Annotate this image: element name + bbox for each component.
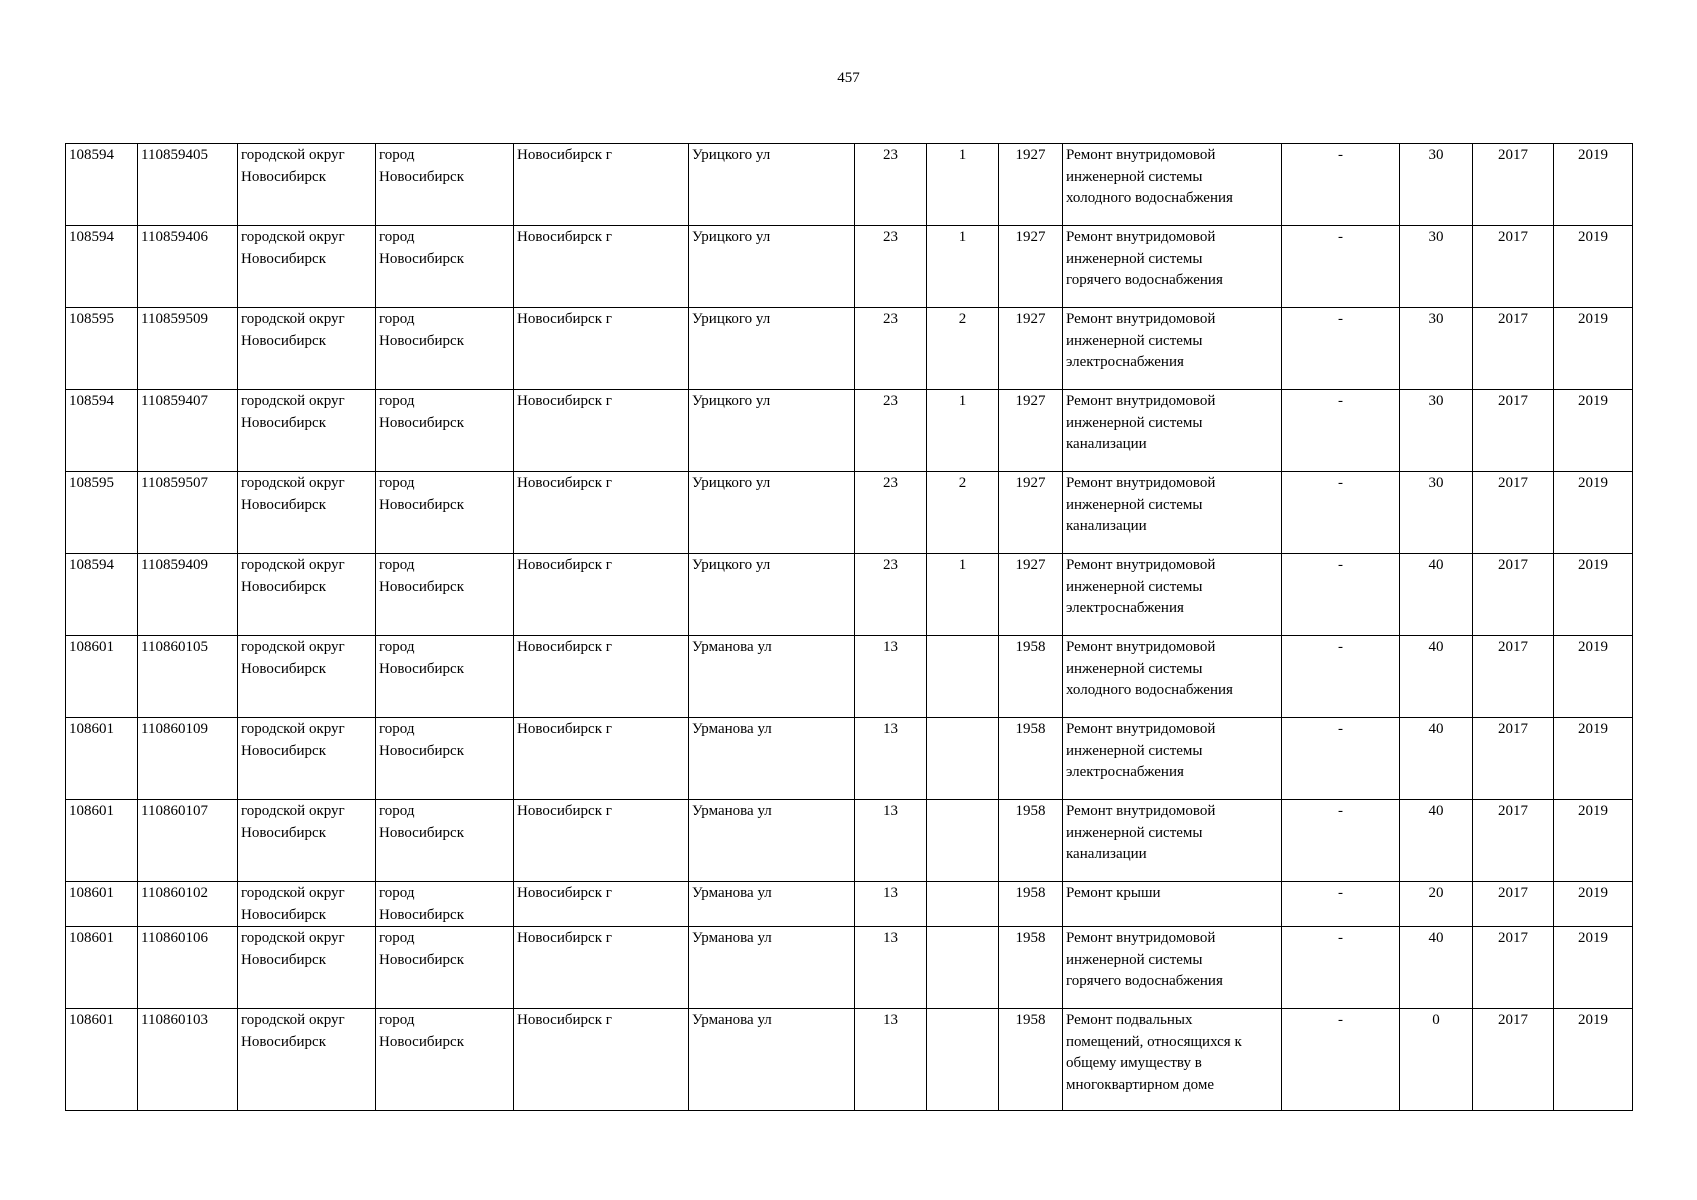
object-code-cell: 110859405 [138,144,238,226]
house-number-cell: 23 [855,226,927,308]
work-type-cell: Ремонт крыши [1063,882,1282,927]
dash-cell: - [1282,144,1400,226]
value-cell: 20 [1400,882,1473,927]
street-cell: Урицкого ул [689,308,855,390]
value-cell: 40 [1400,927,1473,1009]
street-cell: Урицкого ул [689,554,855,636]
object-code-cell: 110860106 [138,927,238,1009]
row-id-cell: 108594 [66,390,138,472]
work-type-cell: Ремонт внутридомовой инженерной системы холодного водоснабжения [1063,144,1282,226]
settlement-cell: город Новосибирск [376,308,514,390]
dash-cell: - [1282,472,1400,554]
dash-cell: - [1282,1009,1400,1111]
end-year-cell: 2019 [1554,1009,1633,1111]
street-cell: Урманова ул [689,882,855,927]
city-cell: Новосибирск г [514,308,689,390]
table-row [66,927,1633,1009]
object-code-cell: 110860109 [138,718,238,800]
building-number-cell [927,1009,999,1111]
start-year-cell: 2017 [1473,882,1554,927]
year-cell: 1927 [999,554,1063,636]
start-year-cell: 2017 [1473,554,1554,636]
city-cell: Новосибирск г [514,144,689,226]
end-year-cell: 2019 [1554,390,1633,472]
year-cell: 1958 [999,1009,1063,1111]
district-cell: городской округ Новосибирск [238,882,376,927]
year-cell: 1958 [999,800,1063,882]
house-number-cell: 23 [855,144,927,226]
value-cell: 30 [1400,390,1473,472]
row-id-cell: 108595 [66,308,138,390]
work-type-cell: Ремонт внутридомовой инженерной системы холодного водоснабжения [1063,636,1282,718]
building-number-cell: 2 [927,308,999,390]
district-cell: городской округ Новосибирск [238,927,376,1009]
work-type-cell: Ремонт подвальных помещений, относящихся к общему имуществу в многоквартирном доме [1063,1009,1282,1111]
settlement-cell: город Новосибирск [376,390,514,472]
district-cell: городской округ Новосибирск [238,636,376,718]
object-code-cell: 110859409 [138,554,238,636]
object-code-cell: 110859507 [138,472,238,554]
work-type-cell: Ремонт внутридомовой инженерной системы канализации [1063,800,1282,882]
settlement-cell: город Новосибирск [376,636,514,718]
row-id-cell: 108601 [66,800,138,882]
value-cell: 0 [1400,1009,1473,1111]
street-cell: Урманова ул [689,718,855,800]
house-number-cell: 23 [855,308,927,390]
row-id-cell: 108594 [66,226,138,308]
year-cell: 1927 [999,472,1063,554]
year-cell: 1927 [999,144,1063,226]
settlement-cell: город Новосибирск [376,472,514,554]
object-code-cell: 110860102 [138,882,238,927]
end-year-cell: 2019 [1554,927,1633,1009]
work-type-cell: Ремонт внутридомовой инженерной системы канализации [1063,390,1282,472]
district-cell: городской округ Новосибирск [238,226,376,308]
city-cell: Новосибирск г [514,1009,689,1111]
table-row [66,882,1633,927]
dash-cell: - [1282,800,1400,882]
settlement-cell: город Новосибирск [376,554,514,636]
table-body [66,144,1633,1111]
row-id-cell: 108601 [66,636,138,718]
district-cell: городской округ Новосибирск [238,554,376,636]
year-cell: 1958 [999,882,1063,927]
building-number-cell [927,636,999,718]
building-number-cell [927,927,999,1009]
row-id-cell: 108601 [66,882,138,927]
start-year-cell: 2017 [1473,390,1554,472]
table-row [66,718,1633,800]
row-id-cell: 108595 [66,472,138,554]
dash-cell: - [1282,882,1400,927]
district-cell: городской округ Новосибирск [238,800,376,882]
work-type-cell: Ремонт внутридомовой инженерной системы электроснабжения [1063,554,1282,636]
building-number-cell: 1 [927,226,999,308]
district-cell: городской округ Новосибирск [238,308,376,390]
table-row [66,144,1633,226]
building-number-cell [927,718,999,800]
end-year-cell: 2019 [1554,308,1633,390]
table-row [66,554,1633,636]
district-cell: городской округ Новосибирск [238,472,376,554]
city-cell: Новосибирск г [514,927,689,1009]
dash-cell: - [1282,636,1400,718]
street-cell: Урманова ул [689,800,855,882]
end-year-cell: 2019 [1554,718,1633,800]
table-row [66,226,1633,308]
street-cell: Урицкого ул [689,472,855,554]
work-type-cell: Ремонт внутридомовой инженерной системы канализации [1063,472,1282,554]
city-cell: Новосибирск г [514,882,689,927]
settlement-cell: город Новосибирск [376,226,514,308]
district-cell: городской округ Новосибирск [238,390,376,472]
start-year-cell: 2017 [1473,308,1554,390]
work-type-cell: Ремонт внутридомовой инженерной системы электроснабжения [1063,718,1282,800]
city-cell: Новосибирск г [514,718,689,800]
object-code-cell: 110860107 [138,800,238,882]
work-type-cell: Ремонт внутридомовой инженерной системы горячего водоснабжения [1063,927,1282,1009]
year-cell: 1958 [999,927,1063,1009]
street-cell: Урманова ул [689,636,855,718]
settlement-cell: город Новосибирск [376,1009,514,1111]
street-cell: Урманова ул [689,1009,855,1111]
row-id-cell: 108601 [66,1009,138,1111]
end-year-cell: 2019 [1554,472,1633,554]
start-year-cell: 2017 [1473,718,1554,800]
dash-cell: - [1282,554,1400,636]
start-year-cell: 2017 [1473,226,1554,308]
city-cell: Новосибирск г [514,226,689,308]
end-year-cell: 2019 [1554,882,1633,927]
building-number-cell: 1 [927,554,999,636]
start-year-cell: 2017 [1473,927,1554,1009]
value-cell: 30 [1400,144,1473,226]
object-code-cell: 110860105 [138,636,238,718]
house-number-cell: 23 [855,554,927,636]
start-year-cell: 2017 [1473,1009,1554,1111]
value-cell: 30 [1400,472,1473,554]
street-cell: Урицкого ул [689,144,855,226]
start-year-cell: 2017 [1473,144,1554,226]
building-number-cell [927,800,999,882]
table-row [66,636,1633,718]
city-cell: Новосибирск г [514,472,689,554]
house-number-cell: 23 [855,390,927,472]
value-cell: 30 [1400,226,1473,308]
year-cell: 1927 [999,308,1063,390]
value-cell: 40 [1400,800,1473,882]
house-number-cell: 13 [855,882,927,927]
work-type-cell: Ремонт внутридомовой инженерной системы электроснабжения [1063,308,1282,390]
row-id-cell: 108601 [66,718,138,800]
object-code-cell: 110859407 [138,390,238,472]
house-number-cell: 13 [855,800,927,882]
table-row [66,800,1633,882]
dash-cell: - [1282,308,1400,390]
district-cell: городской округ Новосибирск [238,144,376,226]
house-number-cell: 23 [855,472,927,554]
dash-cell: - [1282,390,1400,472]
row-id-cell: 108594 [66,144,138,226]
settlement-cell: город Новосибирск [376,718,514,800]
table-row [66,472,1633,554]
value-cell: 40 [1400,554,1473,636]
dash-cell: - [1282,927,1400,1009]
city-cell: Новосибирск г [514,554,689,636]
object-code-cell: 110859509 [138,308,238,390]
table-row [66,308,1633,390]
work-type-cell: Ремонт внутридомовой инженерной системы горячего водоснабжения [1063,226,1282,308]
year-cell: 1927 [999,226,1063,308]
year-cell: 1958 [999,636,1063,718]
end-year-cell: 2019 [1554,554,1633,636]
start-year-cell: 2017 [1473,472,1554,554]
year-cell: 1927 [999,390,1063,472]
dash-cell: - [1282,718,1400,800]
city-cell: Новосибирск г [514,636,689,718]
street-cell: Урманова ул [689,927,855,1009]
city-cell: Новосибирск г [514,800,689,882]
dash-cell: - [1282,226,1400,308]
row-id-cell: 108601 [66,927,138,1009]
building-number-cell: 2 [927,472,999,554]
start-year-cell: 2017 [1473,636,1554,718]
house-number-cell: 13 [855,1009,927,1111]
street-cell: Урицкого ул [689,390,855,472]
house-number-cell: 13 [855,927,927,1009]
settlement-cell: город Новосибирск [376,927,514,1009]
start-year-cell: 2017 [1473,800,1554,882]
settlement-cell: город Новосибирск [376,800,514,882]
end-year-cell: 2019 [1554,800,1633,882]
end-year-cell: 2019 [1554,144,1633,226]
end-year-cell: 2019 [1554,636,1633,718]
building-number-cell [927,882,999,927]
district-cell: городской округ Новосибирск [238,1009,376,1111]
building-number-cell: 1 [927,144,999,226]
object-code-cell: 110860103 [138,1009,238,1111]
street-cell: Урицкого ул [689,226,855,308]
row-id-cell: 108594 [66,554,138,636]
object-code-cell: 110859406 [138,226,238,308]
value-cell: 40 [1400,636,1473,718]
city-cell: Новосибирск г [514,390,689,472]
value-cell: 30 [1400,308,1473,390]
house-number-cell: 13 [855,718,927,800]
value-cell: 40 [1400,718,1473,800]
table-row [66,1009,1633,1111]
end-year-cell: 2019 [1554,226,1633,308]
year-cell: 1958 [999,718,1063,800]
page-number: 457 [837,70,860,86]
house-number-cell: 13 [855,636,927,718]
works-table [65,143,1633,1111]
district-cell: городской округ Новосибирск [238,718,376,800]
settlement-cell: город Новосибирск [376,882,514,927]
settlement-cell: город Новосибирск [376,144,514,226]
table-row [66,390,1633,472]
building-number-cell: 1 [927,390,999,472]
